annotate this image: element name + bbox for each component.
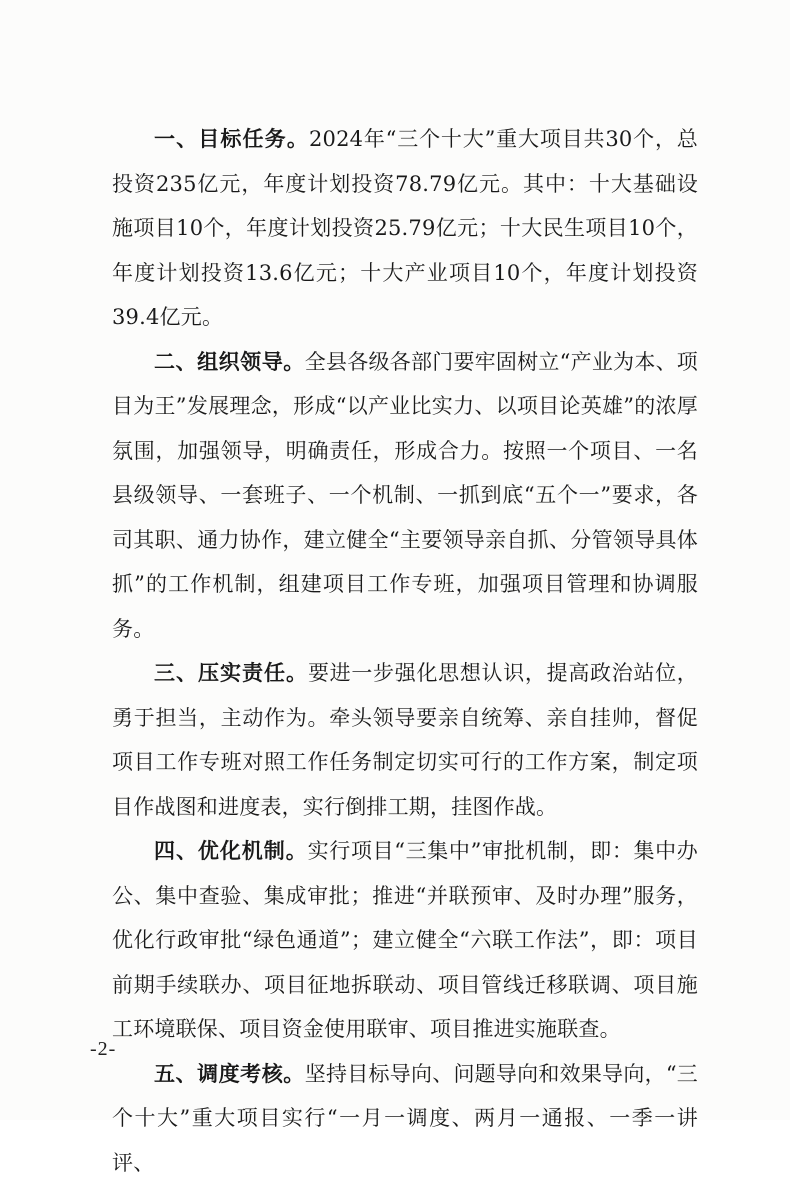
paragraph-target-tasks — [112, 117, 698, 340]
body-responsibility: 要进一步强化思想认识，提高政治站位，勇于担当，主动作为。牵头领导要亲自统筹、亲自挂帅，督促项目工作专班对照工作任务制定切实可行的工作方案，制定项目作战图和进度表，实行倒排工期，挂图作战。 — [112, 661, 698, 819]
heading-target-tasks: 一、目标任务。 — [154, 127, 309, 151]
paragraph-organization-leadership — [112, 340, 698, 652]
heading-organization-leadership: 二、组织领导。 — [154, 350, 305, 374]
document-body — [112, 117, 698, 1185]
page-number: -2- — [90, 1038, 116, 1061]
body-target-tasks: 2024年“三个十大”重大项目共30个，总投资235亿元，年度计划投资78.79亿元。其中：十大基础设施项目10个，年度计划投资25.79亿元；十大民生项目10个，年度计划投资13.6亿元；十大产业项目10个，年度计划投资39.4亿元。 — [112, 127, 698, 329]
paragraph-scheduling-assessment — [112, 1052, 698, 1185]
body-scheduling-assessment: 坚持目标导向、问题导向和效果导向，“三个十大”重大项目实行“一月一调度、两月一通报、一季一讲评、 — [112, 1062, 698, 1175]
paragraph-responsibility — [112, 651, 698, 829]
heading-scheduling-assessment: 五、调度考核。 — [154, 1062, 305, 1086]
heading-mechanism: 四、优化机制。 — [154, 839, 308, 863]
paragraph-mechanism — [112, 829, 698, 1052]
body-mechanism: 实行项目“三集中”审批机制，即：集中办公、集中查验、集成审批；推进“并联预审、及时办理”服务，优化行政审批“绿色通道”；建立健全“六联工作法”，即：项目前期手续联办、项目征地拆联动、项目管线迁移联调、项目施工环境联保、项目资金使用联审、项目推进实施联查。 — [112, 839, 698, 1041]
heading-responsibility: 三、压实责任。 — [154, 661, 308, 685]
body-organization-leadership: 全县各级各部门要牢固树立“产业为本、项目为王”发展理念，形成“以产业比实力、以项目论英雄”的浓厚氛围，加强领导，明确责任，形成合力。按照一个项目、一名县级领导、一套班子、一个机制、一抓到底“五个一”要求，各司其职、通力协作，建立健全“主要领导亲自抓、分管领导具体抓”的工作机制，组建项目工作专班，加强项目管理和协调服务。 — [112, 350, 698, 641]
